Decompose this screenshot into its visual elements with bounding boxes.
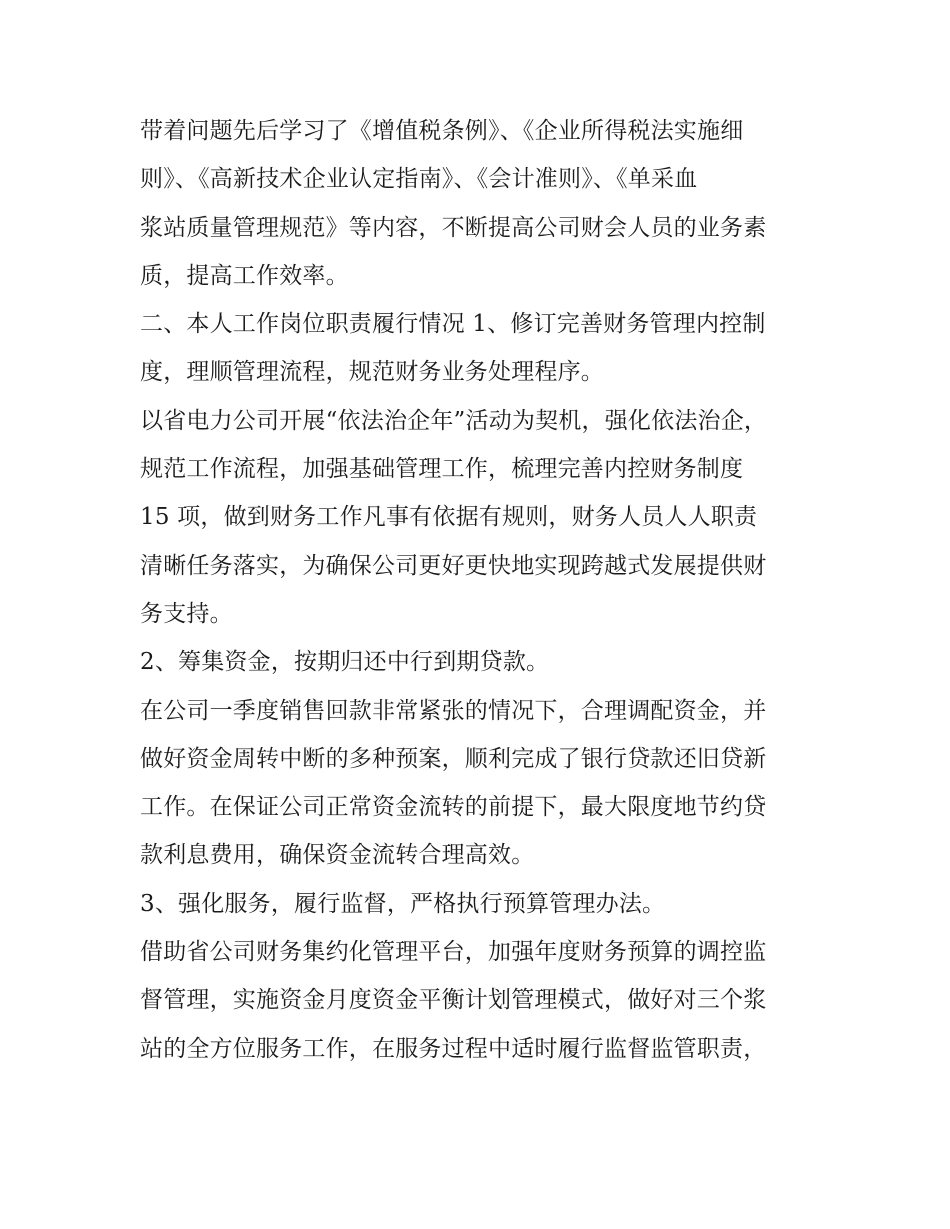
text-line: 规范工作流程，加强基础管理工作，梳理完善内控财务制度 [140, 456, 744, 483]
text-line: 度，理顺管理流程，规范财务业务处理程序。 [140, 359, 604, 386]
text-line: 则》、《高新技术企业认定指南》、《会计准则》、《单采血 [140, 166, 698, 193]
text-line: 质，提高工作效率。 [140, 262, 349, 289]
text-line: 以省电力公司开展“依法治企年”活动为契机，强化依法治企， [140, 407, 768, 434]
text-line: 督管理，实施资金月度资金平衡计划管理模式，做好对三个浆 [140, 987, 767, 1014]
text-line: 站的全方位服务工作，在服务过程中适时履行监督监管职责， [140, 1035, 767, 1062]
text-line: 15 项，做到财务工作凡事有依据有规则，财务人员人人职责 [140, 504, 758, 531]
text-line: 浆站质量管理规范》等内容，不断提高公司财会人员的业务素 [140, 214, 767, 241]
text-line: 务支持。 [140, 600, 233, 627]
document-body [140, 107, 820, 1073]
text-line: 带着问题先后学习了《增值税条例》、《企业所得税法实施细 [140, 118, 744, 144]
text-line: 款利息费用，确保资金流转合理高效。 [140, 842, 535, 869]
text-line: 在公司一季度销售回款非常紧张的情况下，合理调配资金，并 [140, 697, 767, 724]
text-line: 清晰任务落实，为确保公司更好更快地实现跨越式发展提供财 [140, 552, 767, 579]
item-heading-line: 2、筹集资金，按期归还中行到期贷款。 [140, 649, 550, 676]
text-line: 做好资金周转中断的多种预案，顺利完成了银行贷款还旧贷新 [140, 745, 767, 772]
text-line: 工作。在保证公司正常资金流转的前提下，最大限度地节约贷 [140, 794, 767, 821]
section-heading-line: 二、本人工作岗位职责履行情况 1、修订完善财务管理内控制 [140, 311, 766, 338]
text-line: 借助省公司财务集约化管理平台，加强年度财务预算的调控监 [140, 939, 767, 966]
item-heading-line: 3、强化服务，履行监督，严格执行预算管理办法。 [140, 890, 666, 917]
